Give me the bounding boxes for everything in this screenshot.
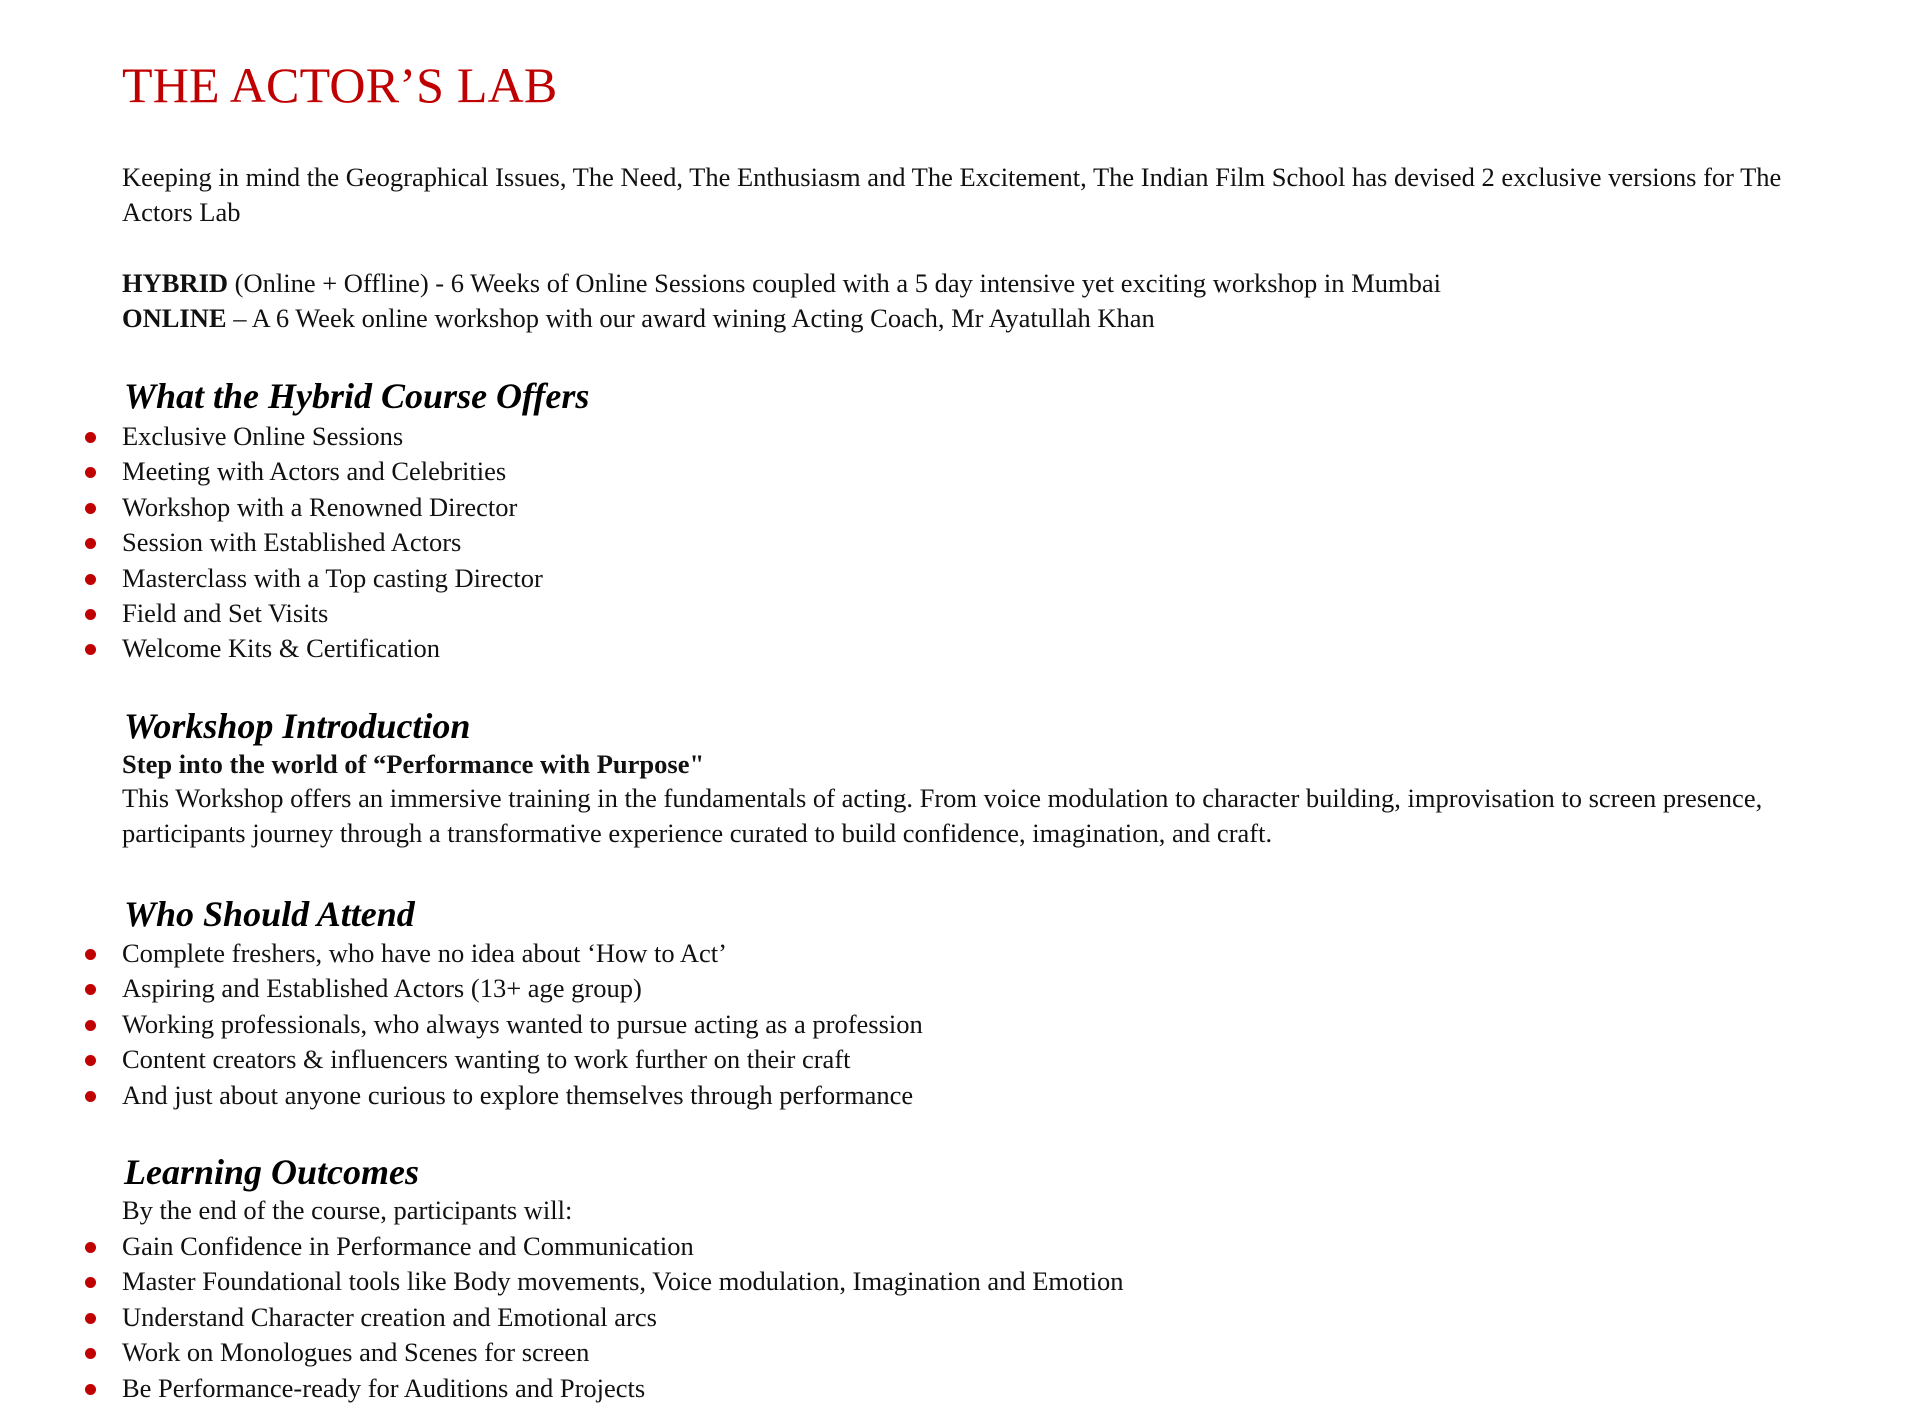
bullet-icon: [85, 503, 96, 514]
list-item: [0, 1335, 1124, 1370]
version-hybrid: [122, 266, 1842, 301]
section-heading-who-should-attend: Who Should Attend: [124, 894, 415, 934]
list-item: [0, 1042, 923, 1077]
section-heading-hybrid-offers: What the Hybrid Course Offers: [124, 376, 590, 416]
who-should-attend-list: [0, 936, 923, 1113]
section-heading-workshop-introduction: Workshop Introduction: [124, 706, 471, 746]
list-item: [0, 561, 543, 596]
learning-outcomes-list: [0, 1229, 1124, 1406]
list-item: [0, 631, 543, 666]
section-heading-learning-outcomes: Learning Outcomes: [124, 1152, 420, 1192]
bullet-icon: [85, 538, 96, 549]
bullet-icon: [85, 949, 96, 960]
list-item: [0, 1007, 923, 1042]
list-item-text: Session with Established Actors: [122, 527, 462, 558]
list-item: [0, 596, 543, 631]
list-item: [0, 936, 923, 971]
list-item-text: Field and Set Visits: [122, 598, 329, 629]
bullet-icon: [85, 1384, 96, 1395]
bullet-icon: [85, 1091, 96, 1102]
bullet-icon: [85, 574, 96, 585]
list-item-text: Complete freshers, who have no idea about ‘How to Act’: [122, 938, 727, 968]
list-item: [0, 1371, 1124, 1406]
intro-paragraph: Keeping in mind the Geographical Issues, The Need, The Enthusiasm and The Excitement, The Indian Film School has devised 2 exclusive versions for The Actors Lab: [122, 162, 1782, 227]
list-item-text: And just about anyone curious to explore themselves through performance: [122, 1079, 914, 1110]
list-item: [0, 490, 543, 525]
list-item-text: Gain Confidence in Performance and Communication: [122, 1231, 694, 1261]
bullet-icon: [85, 1055, 96, 1066]
bullet-icon: [85, 432, 96, 443]
bullet-icon: [85, 1020, 96, 1031]
list-item: [0, 971, 923, 1006]
workshop-subheading: Step into the world of “Performance with Purpose": [122, 749, 705, 779]
bullet-icon: [85, 1277, 96, 1288]
bullet-icon: [85, 1348, 96, 1359]
version-hybrid-text: (Online + Offline) - 6 Weeks of Online Sessions coupled with a 5 day intensive yet exciting workshop in Mumbai: [228, 268, 1441, 298]
list-item-text: Work on Monologues and Scenes for screen: [122, 1337, 590, 1368]
list-item-text: Exclusive Online Sessions: [122, 421, 404, 451]
list-item-text: Masterclass with a Top casting Director: [122, 562, 543, 593]
version-hybrid-label: HYBRID: [122, 268, 229, 298]
bullet-icon: [85, 1313, 96, 1324]
hybrid-offers-list: [0, 419, 543, 667]
learning-outcomes-intro: By the end of the course, participants will:: [122, 1195, 573, 1225]
list-item: [0, 1264, 1124, 1299]
bullet-icon: [85, 1242, 96, 1253]
list-item-text: Aspiring and Established Actors (13+ age group): [122, 973, 642, 1004]
version-online-text: – A 6 Week online workshop with our award wining Acting Coach, Mr Ayatullah Khan: [226, 303, 1155, 333]
list-item: [0, 1229, 1124, 1264]
list-item-text: Welcome Kits & Certification: [122, 633, 440, 664]
list-item-text: Meeting with Actors and Celebrities: [122, 456, 507, 487]
bullet-icon: [85, 467, 96, 478]
list-item: [0, 419, 543, 454]
list-item-text: Working professionals, who always wanted to pursue acting as a profession: [122, 1008, 923, 1039]
list-item: [0, 1300, 1124, 1335]
list-item-text: Master Foundational tools like Body movements, Voice modulation, Imagination and Emotion: [122, 1266, 1124, 1297]
bullet-icon: [85, 984, 96, 995]
list-item-text: Be Performance-ready for Auditions and Projects: [122, 1372, 646, 1403]
list-item: [0, 454, 543, 489]
versions-block: [122, 266, 1842, 336]
version-online: [122, 301, 1842, 336]
bullet-icon: [85, 644, 96, 655]
workshop-body-paragraph: This Workshop offers an immersive training in the fundamentals of acting. From voice modulation to character building, improvisation to screen presence, participants journey through a transformative experience curated to build confidence, imagination, and craft.: [122, 783, 1763, 848]
document-title: THE ACTOR’S LAB: [122, 57, 558, 113]
bullet-icon: [85, 609, 96, 620]
version-online-label: ONLINE: [122, 303, 227, 333]
list-item: [0, 525, 543, 560]
list-item: [0, 1078, 923, 1113]
list-item-text: Content creators & influencers wanting to work further on their craft: [122, 1044, 851, 1075]
list-item-text: Workshop with a Renowned Director: [122, 491, 518, 522]
list-item-text: Understand Character creation and Emotional arcs: [122, 1301, 657, 1332]
